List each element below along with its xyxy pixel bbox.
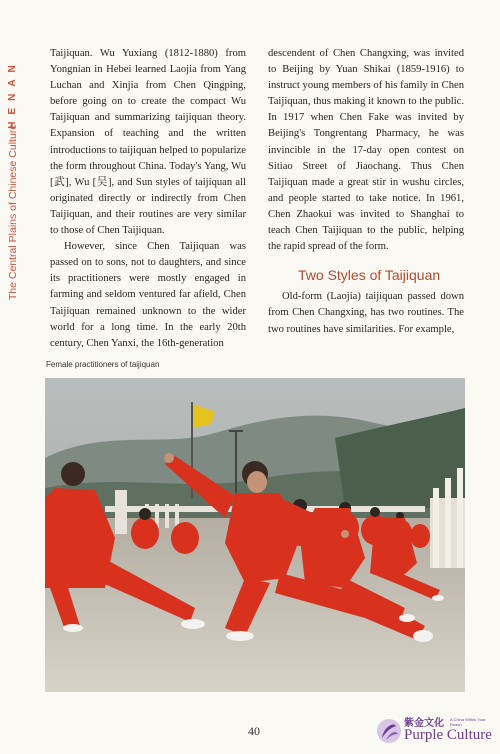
purple-culture-logo-icon: [376, 716, 402, 746]
photo-illustration: [45, 378, 465, 692]
brand-chinese-name: 紫金文化: [404, 718, 444, 729]
left-column: [50, 46, 246, 352]
series-title: The Central Plains of Chinese Culture: [7, 123, 20, 301]
photo-taijiquan-practitioners: [45, 378, 465, 692]
right-paragraph-2: Old-form (Laojia) taijiquan passed down from Chen Changxing, has two routines. The two routines have similarities. For example,: [268, 291, 464, 335]
right-paragraph-1: descendent of Chen Changxing, was invited to Beijing by Yuan Shikai (1859-1916) to instruct young members of his family in Chen Taijiquan, thus making it known to the public. In 1917 when Chen Fake was invited by Beijing's Tongrentang Pharmacy, he was invincible in the 17-day open contest on Sitiao Street of Jiaochang. Thus Chen Taijiquan made a great stir in wushu circles, and people started to take notice. In 1961, Chen Zhaokui was invited to Shanghai to teach Chen Taijiquan to the public, helping the rapid spread of the form.: [268, 48, 464, 253]
brand-english-name: Purple Culture: [404, 727, 492, 743]
sidebar-series: [6, 112, 20, 312]
region-label: HENAN: [6, 57, 18, 129]
brand-watermark[interactable]: [376, 714, 496, 750]
right-column: [268, 46, 464, 338]
section-title: Two Styles of Taijiquan: [298, 267, 441, 284]
left-paragraph-2: However, since Chen Taijiquan was passed on to sons, not to daughters, and since its practitioners were mostly engaged in farming and seldom ventured far afield, Chen Taijiquan remained unknown to the wider world for a long time. In the early 20th century, Chen Yanxi, the 16th-generation: [50, 241, 246, 349]
photo-caption: Female practitioners of taijiquan: [46, 360, 160, 369]
left-paragraph-1: Taijiquan. Wu Yuxiang (1812-1880) from Yongnian in Hebei learned Laojia from Yang Luchan and Xinjia from Chen Qingping, before going on to create the compact Wu Taijiquan and summarizing taijiquan theory. Expansion of teaching and the written introductions to taijiquan helped to popularize the form throughout China. Today's Yang, Wu [武], Wu [吴], and Sun styles of taijiquan all originated directly or indirectly from Chen Taijiquan, and their routines are very similar to those of Chen Taijiquan.: [50, 48, 246, 237]
sidebar: [0, 0, 40, 754]
page-number: 40: [248, 724, 260, 738]
brand-tagline: A China Within Your Reach: [450, 717, 486, 727]
